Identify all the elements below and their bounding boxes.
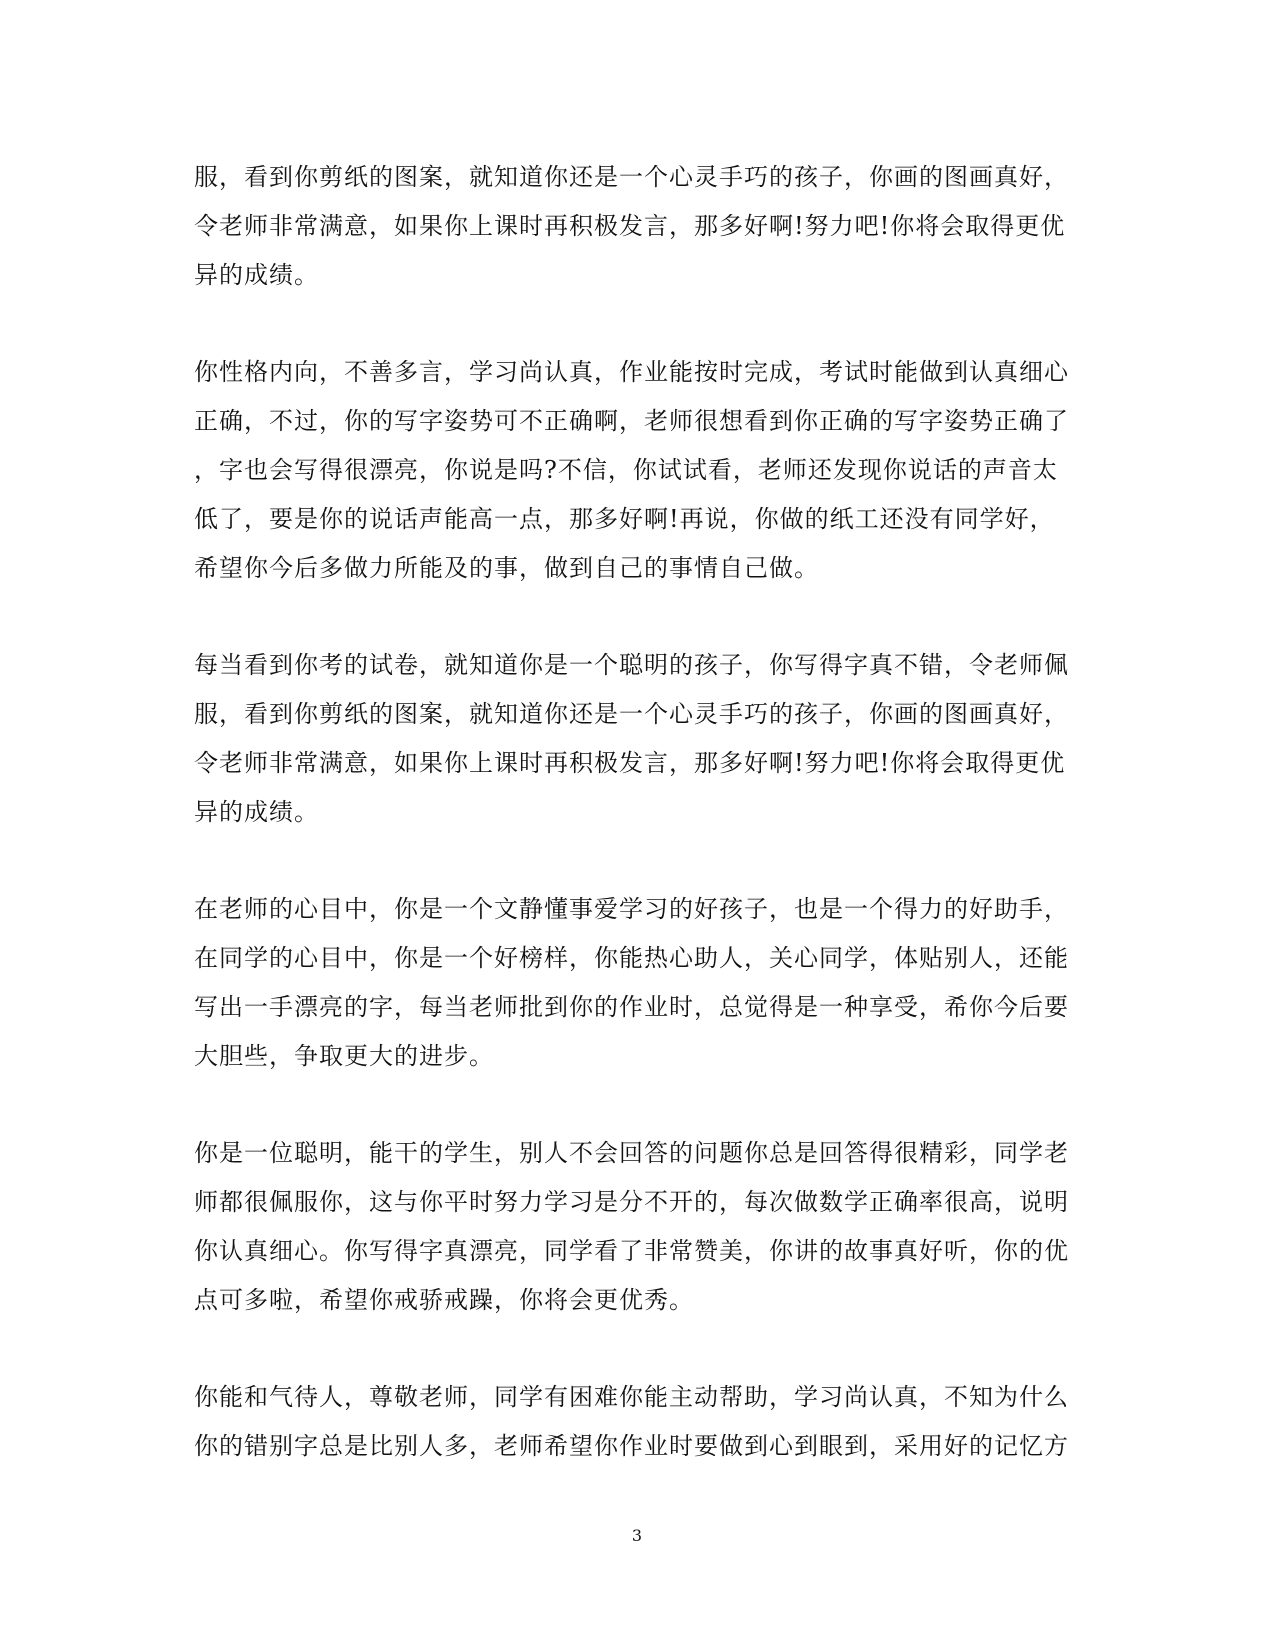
paragraph-6 [194, 1373, 1074, 1471]
text-line: 写出一手漂亮的字，每当老师批到你的作业时，总觉得是一种享受，希你今后要 [194, 993, 1069, 1021]
text-line: 点可多啦，希望你戒骄戒躁，你将会更优秀。 [194, 1286, 694, 1314]
text-line: ，字也会写得很漂亮，你说是吗?不信，你试试看，老师还发现你说话的声音太 [194, 456, 1058, 484]
paragraph-2 [194, 348, 1074, 593]
text-line: 低了，要是你的说话声能高一点，那多好啊!再说，你做的纸工还没有同学好， [194, 505, 1055, 533]
text-line: 你是一位聪明，能干的学生，别人不会回答的问题你总是回答得很精彩，同学老 [194, 1139, 1069, 1167]
text-line: 你性格内向，不善多言，学习尚认真，作业能按时完成，考试时能做到认真细心 [194, 358, 1069, 386]
text-line: 你能和气待人，尊敬老师，同学有困难你能主动帮助，学习尚认真，不知为什么 [194, 1383, 1069, 1411]
text-line: 师都很佩服你，这与你平时努力学习是分不开的，每次做数学正确率很高，说明 [194, 1188, 1069, 1216]
text-line: 每当看到你考的试卷，就知道你是一个聪明的孩子，你写得字真不错，令老师佩 [194, 651, 1069, 679]
paragraph-1 [194, 153, 1074, 300]
text-line: 异的成绩。 [194, 261, 319, 289]
text-line: 在老师的心目中，你是一个文静懂事爱学习的好孩子，也是一个得力的好助手， [194, 895, 1069, 923]
text-line: 令老师非常满意，如果你上课时再积极发言，那多好啊!努力吧!你将会取得更优 [194, 212, 1066, 240]
text-line: 异的成绩。 [194, 798, 319, 826]
text-line: 正确，不过，你的写字姿势可不正确啊，老师很想看到你正确的写字姿势正确了 [194, 407, 1069, 435]
text-line: 希望你今后多做力所能及的事，做到自己的事情自己做。 [194, 554, 819, 582]
text-line: 大胆些，争取更大的进步。 [194, 1042, 494, 1070]
text-line: 在同学的心目中，你是一个好榜样，你能热心助人，关心同学，体贴别人，还能 [194, 944, 1069, 972]
text-line: 你认真细心。你写得字真漂亮，同学看了非常赞美，你讲的故事真好听，你的优 [194, 1237, 1069, 1265]
text-line: 服，看到你剪纸的图案，就知道你还是一个心灵手巧的孩子，你画的图画真好， [194, 163, 1069, 191]
text-line: 服，看到你剪纸的图案，就知道你还是一个心灵手巧的孩子，你画的图画真好， [194, 700, 1069, 728]
page-body [194, 153, 1074, 1519]
page-number: 3 [631, 1526, 643, 1545]
text-line: 令老师非常满意，如果你上课时再积极发言，那多好啊!努力吧!你将会取得更优 [194, 749, 1066, 777]
paragraph-3 [194, 641, 1074, 837]
text-line: 你的错别字总是比别人多，老师希望你作业时要做到心到眼到，采用好的记忆方 [194, 1432, 1069, 1460]
paragraph-5 [194, 1129, 1074, 1325]
paragraph-4 [194, 885, 1074, 1081]
